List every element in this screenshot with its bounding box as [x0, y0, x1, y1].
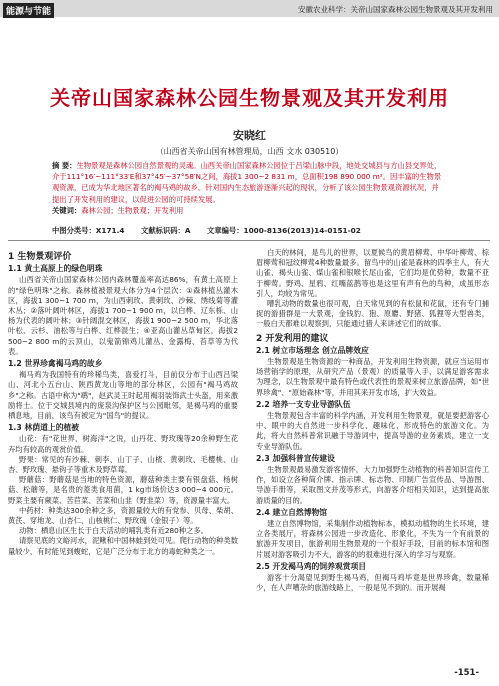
right-column: [256, 248, 489, 594]
affiliation: （山西省关帝山国有林管理局，山西 文水 030510）: [155, 147, 344, 156]
article-number: 文章编号：1000-8136(2013)14-0151-02: [207, 226, 361, 235]
paragraph: 动物：栖息山区生长于白天活动的哺乳类有近280种之多。: [18, 526, 208, 536]
heading-2-5: 2.5 开发褐马鸡的饲养观赏项目: [256, 561, 367, 571]
paragraph: 生物景观最易激发游客情怀，大力加强野生动植物的科普知识宣传工作，如设立各种简介牌、指示牌、标志物、印制广告宣传品、导游图、导游手册等，采取图文并茂等形式，向游客介绍相关知识，达到提高旅游质量的目的。: [256, 465, 489, 505]
abstract-text: 生物景观是森林公园自然景观的灵魂。山西关帝山国家森林公园位于吕梁山脉中段，地处交城县与方山县交界处，介于111°16′~111°33′E和37°45′~37°58′N之间，海拔1 300~2 831 m，总面积198 890 000 m²。因丰富的生物景观资源，已成为华北地区著名的褐马鸡的故乡。针对国内生态旅游逐渐兴起的现状，分析了该公园生物景观资源状况，并提出了开发利用的建议，以促进公园的可持续发展。: [52, 161, 442, 204]
divider: [8, 240, 490, 241]
heading-2-1: 2.1 树立市场理念 创立品牌效应: [256, 345, 369, 355]
paragraph: 褐马鸡为我国特有的珍稀鸟类，喜爱打斗，目前仅分布于山西吕梁山、河北小五台山、陕西黄龙山等地的部分林区，公园有"褐马鸡故乡"之称。古语中称为"鹖"，赵武灵王时起用褐羽装饰武士头盔，用来激励将士。位于交城县境内的庞泉沟保护区与公园毗邻，是褐马鸡的重要栖息地，目前，该鸟有被定为"国鸟"的提议。: [8, 370, 238, 421]
heading-1-3: 1.3 林荫道上的植被: [8, 423, 80, 433]
author: 安晓红: [233, 129, 266, 142]
section-label: 能源与节能: [3, 3, 54, 18]
paragraph: 白天的林间，是鸟儿的世界，以夏候鸟的黄眉柳莺、中华叶柳莺、棕眉柳莺和冠纹柳莺4种数量最多。留鸟中的山雀是森林的四季主人，有大山雀、褐头山雀、煤山雀和银喉长尾山雀，它们均是优势种，数量不亚于柳莺。野鸡、星鸦、红嘴蓝鹊等也是这里有声有色的鸟种，成虽形态引人，均较为常见。: [256, 248, 489, 298]
clc-number: 中图分类号：X171.4: [52, 226, 125, 235]
heading-2-3: 2.3 加强科普宣传建设: [256, 453, 335, 463]
keywords: 森林公园；生物景观；开发利用: [81, 205, 184, 215]
heading-2-4: 2.4 建立自然博物馆: [256, 507, 328, 517]
paragraph: 生物景观是生物资源的一种商品，开发利用生物资源，就应当运用市场营销学的原理，从研究产品（景观）的质量等入手，以满足游客需求为理念，以生物景观中最有特色或代表性的景观来树立旅游品牌，如"世界珍禽"、"原始森林"等，并用其来开发市场，扩大效益。: [256, 357, 489, 397]
paragraph: 野蘑菇：野蘑菇是当地的特色资源，蘑菇种类主要有银盘菇、杨树菇、松蘑等，是名贵的菱类食用菌，1 kg市场价达3 000~4 000元。野菜主要有蕨菜、苦苣菜、苦菜和山韭（野韭菜）等，资源量丰富大。: [8, 475, 238, 505]
paragraph: 野果：常见的有沙棘、刺李、山丁子、山楂、黄刺玫、毛樱桃、山杏、野玫瑰、悬钩子等重木及野草莓。: [8, 454, 238, 475]
paragraph: 山花：有"花世界、树海洋"之说，山丹花、野玫瑰等20余种野生花卉均有较高的观赏价值。: [8, 434, 238, 454]
heading-section-1: 1 生物景观评价: [8, 252, 72, 262]
page-number: -151-: [454, 668, 479, 678]
doc-code: 文献标识码：A: [141, 226, 191, 235]
paragraph: 游客十分渴望见到野生褐马鸡，但褐马鸡毕竟是世界珍禽，数量稀少，在人声嘈杂的旅游线路上，一般是见不到的。而开展褐: [256, 573, 489, 593]
paragraph: 中药材：种类达300余种之多，资源量较大的有党参、贝母、柴胡、黄芪、穿地龙、山杏仁、山核桃仁、野玫瑰（金银子）等。: [8, 505, 238, 526]
heading-2-2: 2.2 培养一支专业导游队伍: [256, 399, 351, 409]
heading-1-1: 1.1 黄土高原上的绿色明珠: [8, 264, 103, 274]
abstract-label: 摘 要：: [52, 161, 77, 170]
paragraph: 嘈乳动物的数量也很可观，白天常见到的有松鼠和花鼠，还有专门捕捉的游猎群是一大景观，金钱豹、狍、原麝、野猪、狐狸等大型兽类，一般白天都难以观察到，只能通过猎人来讲述它们的故事。: [256, 299, 489, 329]
classification-line: [52, 226, 452, 236]
left-column: [8, 248, 238, 557]
paragraph: 山西省关帝山国家森林公园内森林覆盖率高达86%，有黄土高原上的"绿色明珠"之称。森林植被景观大体分为4个层次：①森林植丛灌木区，海拔1 300~1 700 m，为山西刺玫、黄刺玫、沙棘、绣线菊等灌木丛；②落叶阔叶林区，海拔1 700~1 900 m，以白桦、辽东栎、山杨为代表的阔叶林；③针阔混交林区，海拔1 900~2 500 m，华北落叶松、云杉、油松等与白桦、红桦混生；④亚高山灌丛草甸区，海拔2 500~2 800 m的云顶山，以鬼箭锦鸡儿灌丛、金露梅、苔草等为代表。: [8, 275, 238, 356]
article-title: 关帝山国家森林公园生物景观及其开发利用: [50, 86, 449, 110]
heading-1-2: 1.2 世界珍禽褐马鸡的故乡: [8, 359, 103, 369]
paragraph: 生物景观包含丰富的科学内涵，开发利用生物景观，就是要把游客心中、眼中的大自然进一步科学化、趣味化，形成特色的旅游文化。为此，将大自然科普常识融于导游词中，提高导游的业务素质，建立一支专业导游队伍。: [256, 411, 489, 451]
paragraph: 建立自然博物馆，采集制作动植物标本，模拟动植物的生长环境，建立各类展厅，将森林公园进一步改造化、形象化，不失为一个有前景的旅游开发项目，旅游利用生物景观的一个很好手段，目前的标本馆和图片展对游客吸引力不大，游客的的很难进行深入的学习与观察。: [256, 519, 489, 559]
abstract-block: [52, 160, 442, 216]
paragraph: 请察见底的文峪河水，泥鳅和中国林蛙到处可见。爬行动物的种类数量较少，有时能见到蝮蛇，它是广泛分布于北方的毒蛇种类之一。: [8, 536, 238, 556]
keywords-label: 关键词：: [52, 205, 82, 215]
header-bar: [0, 0, 499, 17]
running-header: 安徽农业科学：关帝山国家森林公园生物景观及其开发利用: [298, 5, 493, 14]
heading-section-2: 2 开发利用的建议: [256, 333, 329, 344]
